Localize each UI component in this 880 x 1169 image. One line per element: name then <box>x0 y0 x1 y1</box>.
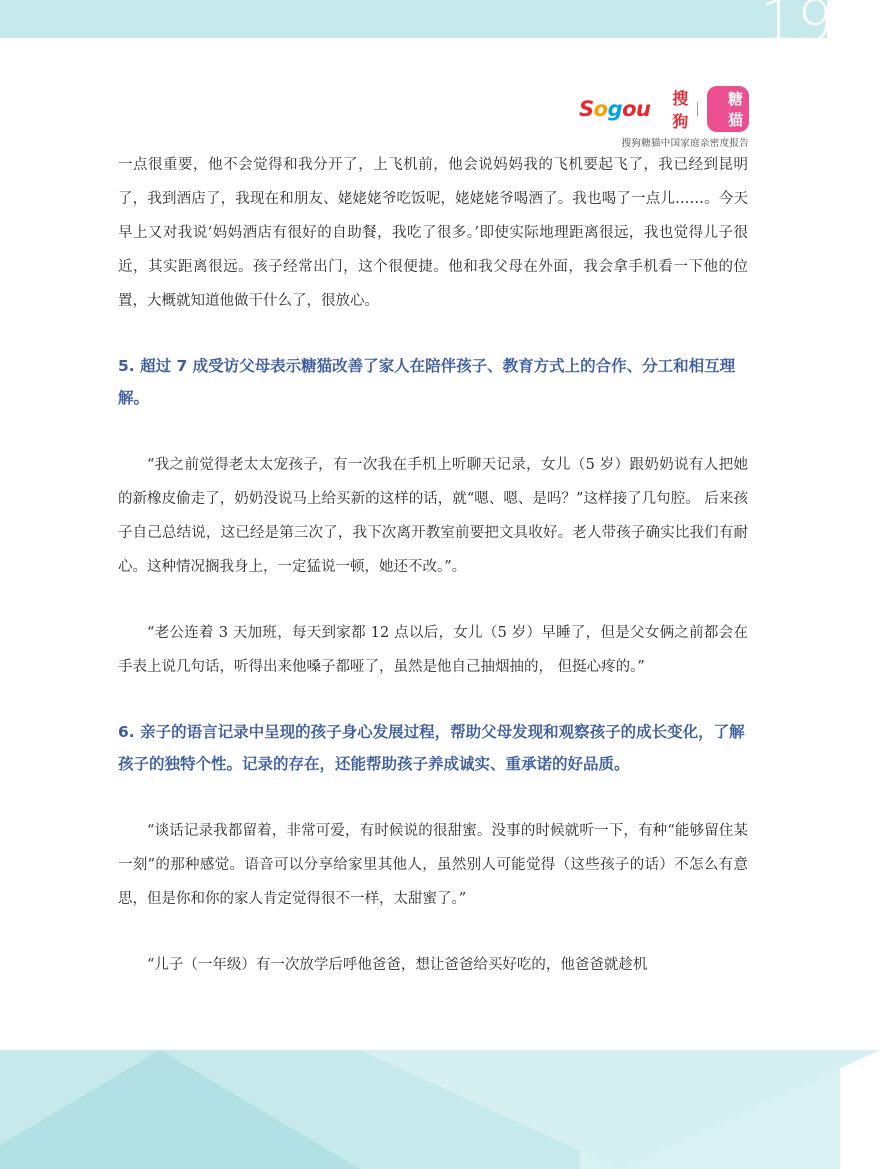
decor-shape <box>0 1050 360 1169</box>
quote-paragraph: “谈话记录我都留着，非常可爱，有时候说的很甜蜜。没事的时候就听一下，有种“能够留住某一刻”的那种感觉。语音可以分享给家里其他人，虽然别人可能觉得（这些孩子的话）不怎么有意思，但是你和你的家人肯定觉得很不一样，太甜蜜了。” <box>118 823 748 907</box>
sogou-letter: g <box>607 97 623 121</box>
report-subtitle: 搜狗糖猫中国家庭亲密度报告 <box>621 138 749 149</box>
logo-separator <box>697 102 698 116</box>
tangmao-logo: 糖猫 <box>707 86 749 132</box>
top-band <box>0 0 835 54</box>
sogou-letter: o <box>622 97 637 121</box>
spacer <box>118 584 748 616</box>
sogou-letter: u <box>636 97 651 121</box>
logo-row <box>579 86 749 132</box>
bottom-decoration <box>0 1050 827 1169</box>
main-content <box>118 148 748 982</box>
sogou-cn-logo: 搜狗 <box>672 89 689 131</box>
spacer <box>118 414 748 448</box>
section-heading-5: 5. 超过 7 成受访父母表示糖猫改善了家人在陪伴孩子、教育方式上的合作、分工和相互理解。 <box>118 357 736 407</box>
spacer <box>118 780 748 814</box>
decor-shape <box>360 1050 880 1169</box>
sogou-letter: o <box>593 97 608 121</box>
sogou-letter: S <box>579 97 594 121</box>
quote-paragraph: “我之前觉得老太太宠孩子，有一次我在手机上听聊天记录，女儿（5 岁）跟奶奶说有人把她的新橡皮偷走了，奶奶没说马上给买新的这样的话，就“嗯、嗯、是吗？”这样接了几句腔。 后来孩子自己总结说，这已经是第三次了，我下次离开教室前要把文具收好。老人带孩子确实比我们有耐心。这种情况搁我身上，一定猛说一顿，她还不改。”。 <box>118 457 748 575</box>
spacer <box>118 318 748 350</box>
paragraph-continued: 一点很重要，他不会觉得和我分开了，上飞机前，他会说妈妈我的飞机要起飞了，我已经到昆明了，我到酒店了，我现在和朋友、姥姥姥爷吃饭呢，姥姥姥爷喝酒了。我也喝了一点儿……。今天早上又对我说‘妈妈酒店有很好的自助餐，我吃了很多。’即使实际地理距离很远，我也觉得儿子很近，其实距离很远。孩子经常出门，这个很便捷。他和我父母在外面，我会拿手机看一下他的位置，大概就知道他做干什么了，很放心。 <box>118 157 748 309</box>
quote-paragraph: “儿子（一年级）有一次放学后呼他爸爸，想让爸爸给买好吃的，他爸爸就趁机 <box>147 957 648 973</box>
spacer <box>118 916 748 948</box>
spacer <box>118 684 748 716</box>
quote-paragraph: “老公连着 3 天加班，每天到家都 12 点以后，女儿（5 岁）早睡了，但是父女俩之前都会在手表上说几句话，听得出来他嗓子都哑了，虽然是他自己抽烟抽的， 但挺心疼的。” <box>118 625 748 675</box>
section-heading-6: 6. 亲子的语言记录中呈现的孩子身心发展过程，帮助父母发现和观察孩子的成长变化，了解孩子的独特个性。记录的存在，还能帮助孩子养成诚实、重承诺的好品质。 <box>118 723 745 773</box>
sogou-logo <box>579 97 651 121</box>
page-number: 19 <box>759 0 835 54</box>
logo-block <box>579 86 749 149</box>
